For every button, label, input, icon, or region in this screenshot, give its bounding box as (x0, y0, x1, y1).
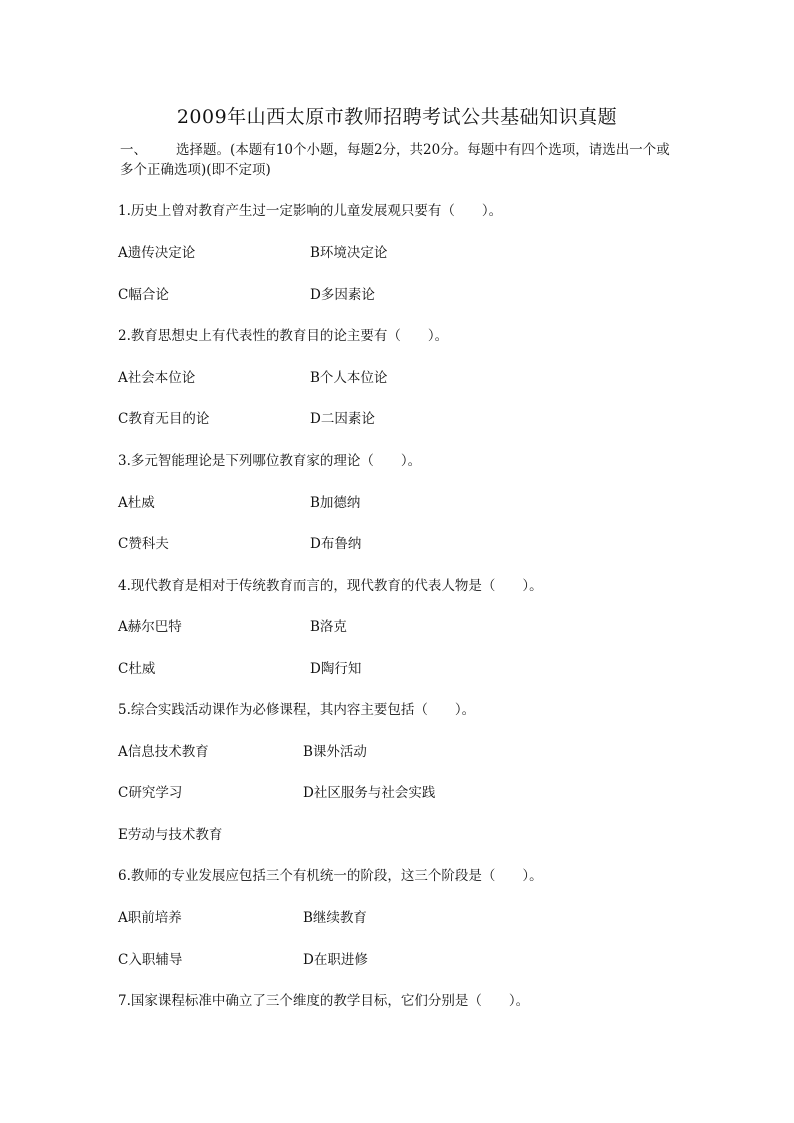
question-1-option-b: B环境决定论 (310, 245, 388, 261)
question-4-option-c: C杜威 (118, 661, 156, 677)
question-3-option-a: A杜威 (118, 495, 155, 511)
question-5-option-c: C研究学习 (118, 785, 183, 801)
question-6-option-a: A职前培养 (118, 910, 182, 926)
question-6-option-b: B继续教育 (303, 910, 367, 926)
page-title: 2009年山西太原市教师招聘考试公共基础知识真题 (176, 106, 618, 128)
question-1-stem: 1.历史上曾对教育产生过一定影响的儿童发展观只要有（ ）。 (118, 203, 503, 219)
question-3-stem: 3.多元智能理论是下列哪位教育家的理论（ ）。 (118, 453, 422, 469)
question-4-option-b: B洛克 (310, 619, 347, 635)
section-heading (120, 140, 680, 180)
question-5-option-b: B课外活动 (303, 744, 367, 760)
section-instructions: 选择题。(本题有10个小题，每题2分，共20分。每题中有四个选项，请选出一个或多个正确选项)(即不定项) (120, 142, 670, 178)
question-3-option-b: B加德纳 (310, 495, 361, 511)
question-5-option-d: D社区服务与社会实践 (303, 785, 436, 801)
question-5-option-a: A信息技术教育 (118, 744, 209, 760)
question-4-option-a: A赫尔巴特 (118, 619, 182, 635)
question-2-option-d: D二因素论 (310, 411, 375, 427)
question-3-option-c: C赞科夫 (118, 536, 169, 552)
question-1-option-d: D多因素论 (310, 287, 375, 303)
question-2-option-c: C教育无目的论 (118, 411, 210, 427)
section-number: 一、 (120, 142, 147, 158)
question-2-stem: 2.教育思想史上有代表性的教育目的论主要有（ ）。 (118, 328, 449, 344)
question-5-stem: 5.综合实践活动课作为必修课程，其内容主要包括（ ）。 (118, 702, 476, 718)
question-1-option-c: C幅合论 (118, 287, 169, 303)
question-4-option-d: D陶行知 (310, 661, 362, 677)
question-6-option-d: D在职进修 (303, 952, 368, 968)
question-2-option-b: B个人本位论 (310, 370, 388, 386)
question-6-option-c: C入职辅导 (118, 952, 183, 968)
question-5-option-e: E劳动与技术教育 (118, 827, 223, 843)
question-7-stem: 7.国家课程标准中确立了三个维度的教学目标，它们分别是（ ）。 (118, 993, 530, 1009)
question-4-stem: 4.现代教育是相对于传统教育而言的，现代教育的代表人物是（ ）。 (118, 578, 543, 594)
question-3-option-d: D布鲁纳 (310, 536, 362, 552)
question-6-stem: 6.教师的专业发展应包括三个有机统一的阶段，这三个阶段是（ ）。 (118, 868, 543, 884)
question-2-option-a: A社会本位论 (118, 370, 196, 386)
question-1-option-a: A遗传决定论 (118, 245, 196, 261)
